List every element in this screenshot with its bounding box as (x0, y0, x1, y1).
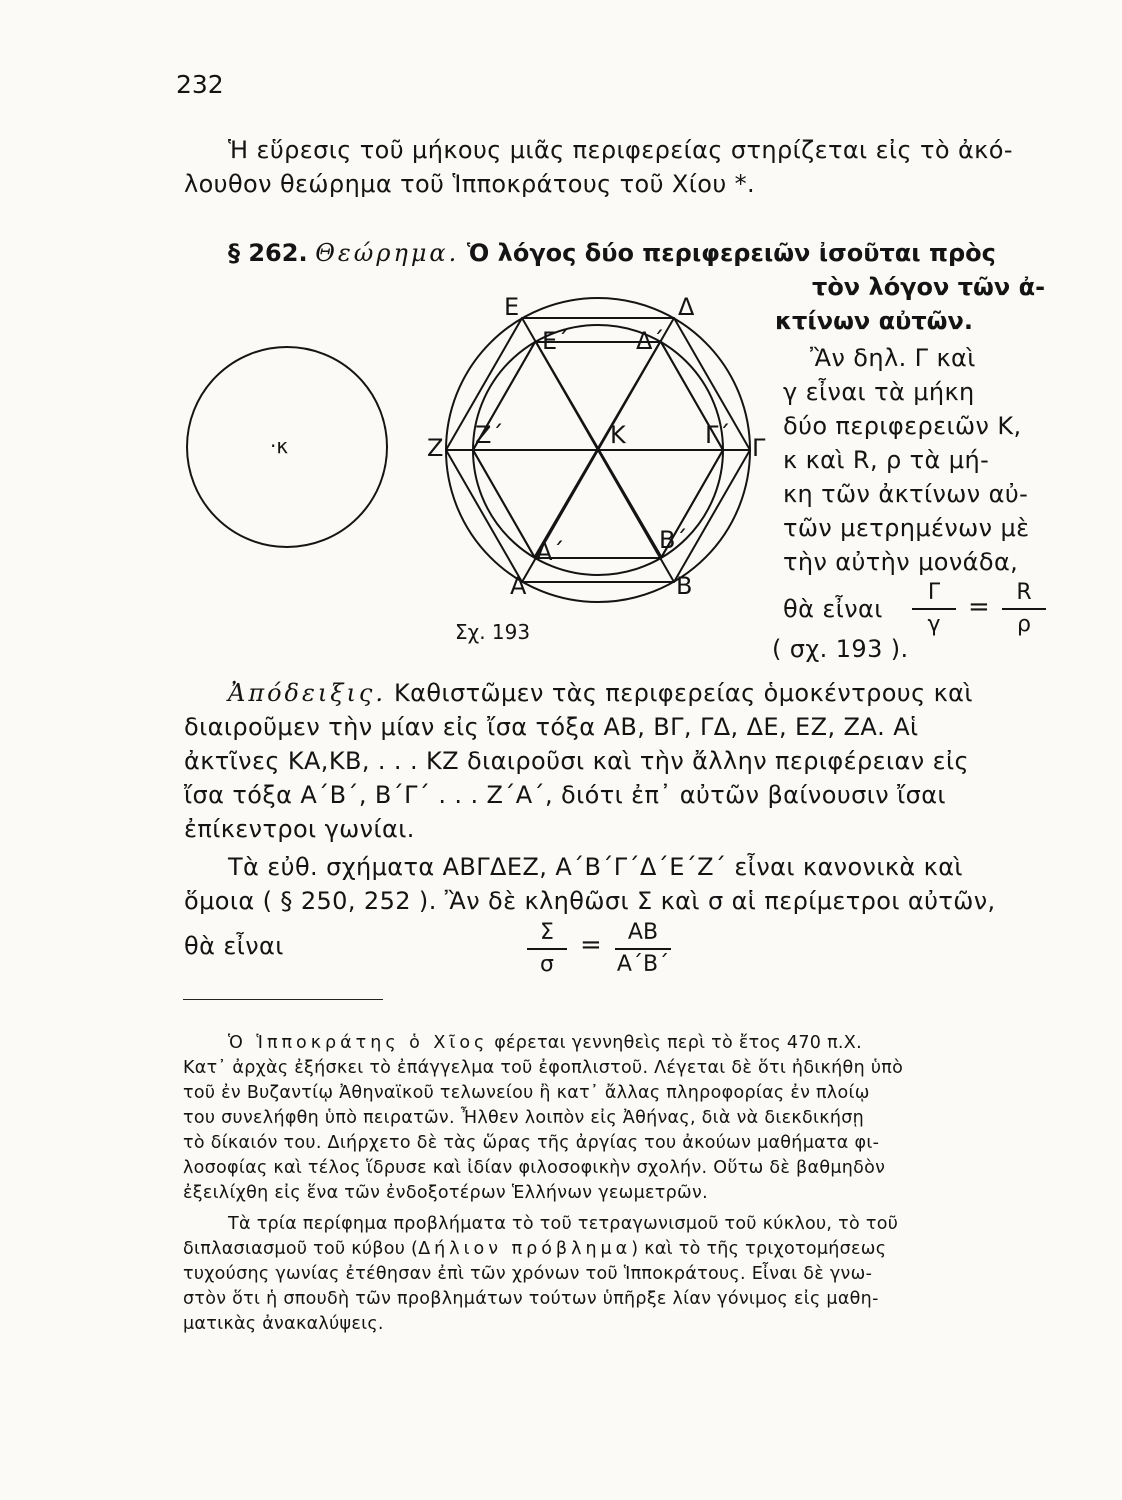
footnote-name: Ὁ Ἱπποκράτης ὁ Χῖος (228, 1033, 489, 1053)
footnote-line-6: λοσοφίας καὶ τέλος ἵδρυσε καὶ ἰδίαν φιλοσοφικὴν σχολήν. Οὕτω δὲ βαθμηδὸν (183, 1158, 886, 1178)
footnote-p2-line-2a: διπλασιασμοῦ τοῦ κύβου ( (183, 1239, 419, 1259)
fraction-denominator: γ (927, 612, 941, 637)
side-text-2: γ εἶναι τὰ μήκη (783, 378, 975, 406)
fraction-denominator: σ (540, 952, 554, 977)
label-E-prime: Ε΄ (542, 327, 570, 355)
fraction-denominator: ρ (1017, 612, 1031, 637)
footnote-line-1 (228, 1031, 862, 1056)
proof-line-2: διαιροῦμεν τὴν μίαν εἰς ἴσα τόξα ΑΒ, ΒΓ, ΓΔ, ΔΕ, ΕΖ, ΖΑ. Αἱ (184, 713, 919, 741)
fraction-bar (527, 948, 567, 950)
label-A: Α (510, 572, 527, 600)
intro-line-1: Ἡ εὕρεσις τοῦ μήκους μιᾶς περιφερείας στηρίζεται εἰς τὸ ἀκό- (228, 136, 1013, 164)
star-edge (473, 450, 535, 558)
fraction-numerator: R (1016, 580, 1032, 605)
footnote-line-4: του συνελήφθη ὑπὸ πειρατῶν. Ἦλθεν λοιπὸν εἰς Ἀθήνας, διὰ νὰ διεκδικήσῃ (183, 1108, 864, 1128)
figure-caption: Σχ. 193 (455, 620, 531, 644)
footnote-p2-line-4: στὸν ὅτι ἡ σπουδὴ τῶν προβλημάτων τούτων ὑπῆρξε λίαν γόνιμος εἰς μαθη- (183, 1289, 879, 1309)
label-B-prime: Β΄ (659, 526, 688, 554)
footnote-line-2: Κατ᾽ ἀρχὰς ἐξήσκει τὸ ἐπάγγελμα τοῦ ἐφοπλιστοῦ. Λέγεται δὲ ὅτι ἠδικήθη ὑπὸ (183, 1058, 904, 1078)
fraction-numerator: Γ (927, 580, 941, 605)
polygons-line-2: ὅμοια ( § 250, 252 ). Ἂν δὲ κληθῶσι Σ καὶ σ αἱ περίμετροι αὐτῶν, (184, 887, 996, 915)
side-text-6: τῶν μετρημένων μὲ (783, 514, 1030, 542)
side-text-4: κ καὶ R, ρ τὰ μή- (783, 446, 990, 474)
proof-line-1-text: Καθιστῶμεν τὰς περιφερείας ὁμοκέντρους καὶ (394, 679, 973, 707)
footnote-line-7: ἐξειλίχθη εἰς ἕνα τῶν ἐνδοξοτέρων Ἑλλήνων γεωμετρῶν. (183, 1183, 708, 1203)
delian-problem: Δήλιον πρόβλημα (418, 1239, 632, 1259)
side-text-7: τὴν αὐτὴν μονάδα, (783, 548, 1019, 576)
small-circle-center-label: ·κ (270, 434, 289, 458)
polygons-equals: = (580, 930, 602, 960)
label-D: Δ (678, 293, 695, 321)
label-D-prime: Δ΄ (636, 327, 665, 355)
polygons-fraction-right (615, 920, 671, 978)
label-center-K: Κ (610, 421, 626, 449)
label-Z: Ζ (427, 434, 444, 462)
side-text-5: κη τῶν ἀκτίνων αὐ- (783, 480, 1029, 508)
section-number: § 262. (228, 239, 308, 267)
label-E: Ε (504, 293, 520, 321)
proof-line-3: ἀκτῖνες ΚΑ,ΚΒ, . . . ΚΖ διαιροῦσι καὶ τὴν ἄλλην περιφέρειαν εἰς (184, 747, 969, 775)
theorem-statement-1: Ὁ λόγος δύο περιφερειῶν ἰσοῦται πρὸς (466, 239, 996, 267)
proof-line-4: ἴσα τόξα Α΄Β΄, Β΄Γ΄ . . . Ζ΄Α΄, διότι ἐπ᾽ αὐτῶν βαίνουσιν ἴσαι (184, 781, 946, 809)
page-number: 232 (176, 70, 224, 99)
polygons-line-1: Τὰ εὐθ. σχήματα ΑΒΓΔΕΖ, Α΄Β΄Γ΄Δ΄Ε΄Ζ΄ εἶναι κανονικὰ καὶ (228, 853, 963, 881)
footnote-rule (183, 999, 383, 1000)
intro-line-2: λουθον θεώρημα τοῦ Ἱπποκράτους τοῦ Χίου *. (184, 170, 756, 198)
fraction-numerator: ΑΒ (627, 920, 659, 945)
footnote-line-3: τοῦ ἐν Βυζαντίῳ Ἀθηναϊκοῦ τελωνείου ἢ κατ᾽ ἄλλας πληροφορίας ἐν πλοίῳ (183, 1083, 870, 1103)
polygons-fraction-left (527, 920, 567, 978)
footnote-p2-line-5: ματικὰς ἀνακαλύψεις. (183, 1314, 384, 1334)
proof-line-1 (228, 676, 973, 710)
side-text-1: Ἂν δηλ. Γ καὶ (810, 344, 976, 372)
theorem-statement-3: κτίνων αὐτῶν. (775, 307, 973, 335)
side-equals: = (968, 592, 990, 622)
polygons-formula-prefix: θὰ εἶναι (184, 932, 284, 960)
footnote-p2-line-2b: ) καὶ τὸ τῆς τριχοτομήσεως (631, 1239, 887, 1259)
theorem-label: Θεώρημα. (315, 239, 460, 267)
theorem-statement-2: τὸν λόγον τῶν ἀ- (812, 273, 1046, 301)
fraction-bar (615, 948, 671, 950)
footnote-line-1-text: φέρεται γεννηθεὶς περὶ τὸ ἔτος 470 π.Χ. (494, 1033, 862, 1053)
proof-line-5: ἐπίκεντροι γωνίαι. (184, 815, 415, 843)
label-G-prime: Γ΄ (705, 421, 731, 449)
proof-label: Ἀπόδειξις. (228, 679, 386, 707)
footnote-p2-line-3: τυχούσης γωνίας ἐτέθησαν ἐπὶ τῶν χρόνων τοῦ Ἱπποκράτους. Εἶναι δὲ γνω- (183, 1264, 873, 1284)
footnote-line-5: τὸ δίκαιόν του. Διήρχετο δὲ τὰς ὥρας τῆς ἀργίας του ἀκούων μαθήματα φι- (183, 1133, 880, 1153)
footnote-p2-line-1: Τὰ τρία περίφημα προβλήματα τὸ τοῦ τετραγωνισμοῦ τοῦ κύκλου, τὸ τοῦ (228, 1214, 899, 1234)
figure-reference: ( σχ. 193 ). (772, 635, 909, 663)
fraction-denominator: Α΄Β΄ (616, 952, 670, 977)
footnote-p2-line-2 (183, 1237, 886, 1262)
label-B: Β (676, 572, 693, 600)
side-text-3: δύο περιφερειῶν Κ, (783, 412, 1022, 440)
label-Z-prime: Ζ΄ (475, 421, 504, 449)
label-G: Γ (752, 434, 766, 462)
label-A-prime: Α΄ (536, 538, 565, 566)
fraction-numerator: Σ (540, 920, 554, 945)
side-formula-prefix: θὰ εἶναι (783, 595, 883, 623)
